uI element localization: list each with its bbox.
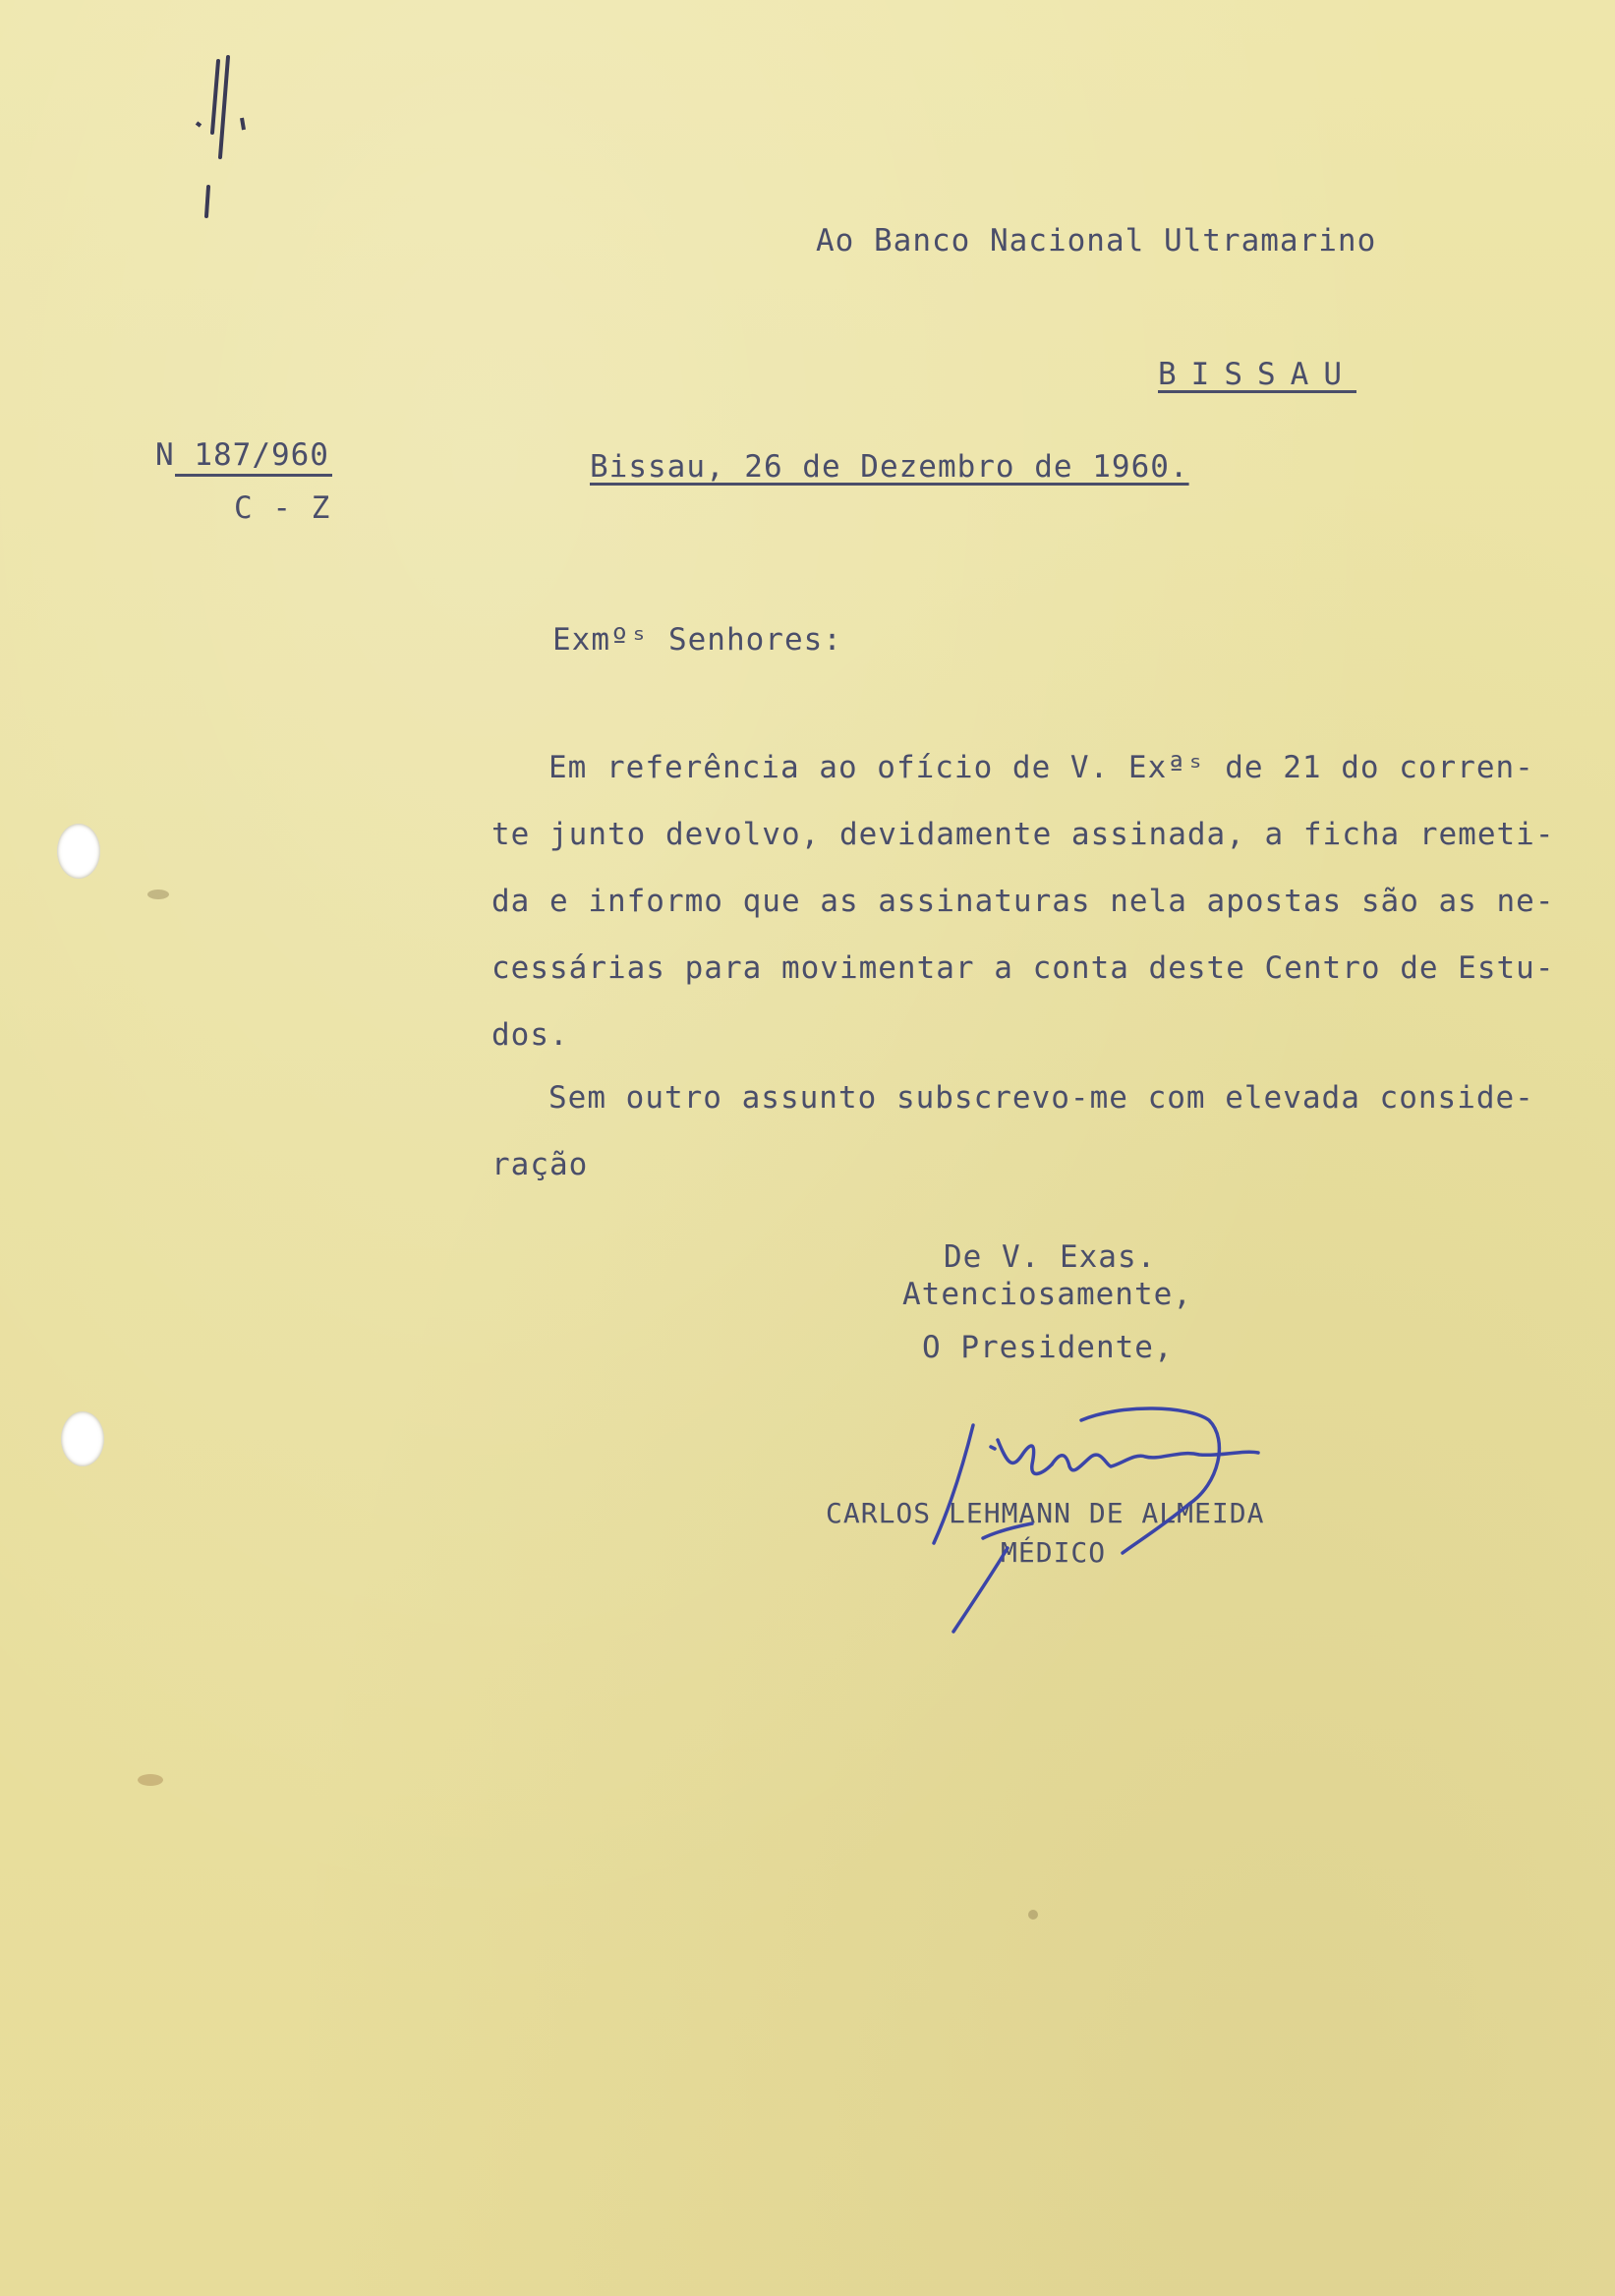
paper-stain (147, 890, 169, 899)
paper-stain (1028, 1910, 1038, 1920)
signatory-name: CARLOS LEHMANN DE ALMEIDA (826, 1497, 1265, 1529)
closing-line: Atenciosamente, (902, 1277, 1192, 1312)
body-line: cessárias para movimentar a conta deste Centro de Estu- (491, 950, 1555, 986)
body-line: ração (491, 1147, 589, 1182)
reference-underline (175, 474, 332, 477)
reference-code: C - Z (234, 490, 331, 526)
ink-mark (157, 49, 256, 246)
body-line: Em referência ao ofício de V. Exªˢ de 21 do corren- (548, 750, 1534, 785)
body-line: dos. (491, 1017, 569, 1053)
body-line: te junto devolvo, devidamente assinada, a ficha remeti- (491, 817, 1555, 852)
body-line: da e informo que as assinaturas nela apostas são as ne- (491, 884, 1555, 919)
reference-number: N 187/960 (155, 437, 329, 473)
closing-line: De V. Exas. (944, 1239, 1157, 1275)
recipient-city: BISSAU (1158, 357, 1356, 392)
signatory-title: MÉDICO (1001, 1536, 1107, 1569)
closing-line: O Presidente, (922, 1330, 1174, 1365)
body-line: Sem outro assunto subscrevo-me com elevada conside- (548, 1080, 1534, 1116)
handwritten-signature (904, 1396, 1376, 1651)
punch-hole-top (57, 824, 100, 879)
date-line: Bissau, 26 de Dezembro de 1960. (590, 449, 1189, 485)
recipient-line: Ao Banco Nacional Ultramarino (816, 223, 1377, 258)
salutation: Exmºˢ Senhores: (552, 622, 842, 658)
paper-stain (138, 1774, 163, 1786)
punch-hole-bottom (61, 1411, 104, 1466)
